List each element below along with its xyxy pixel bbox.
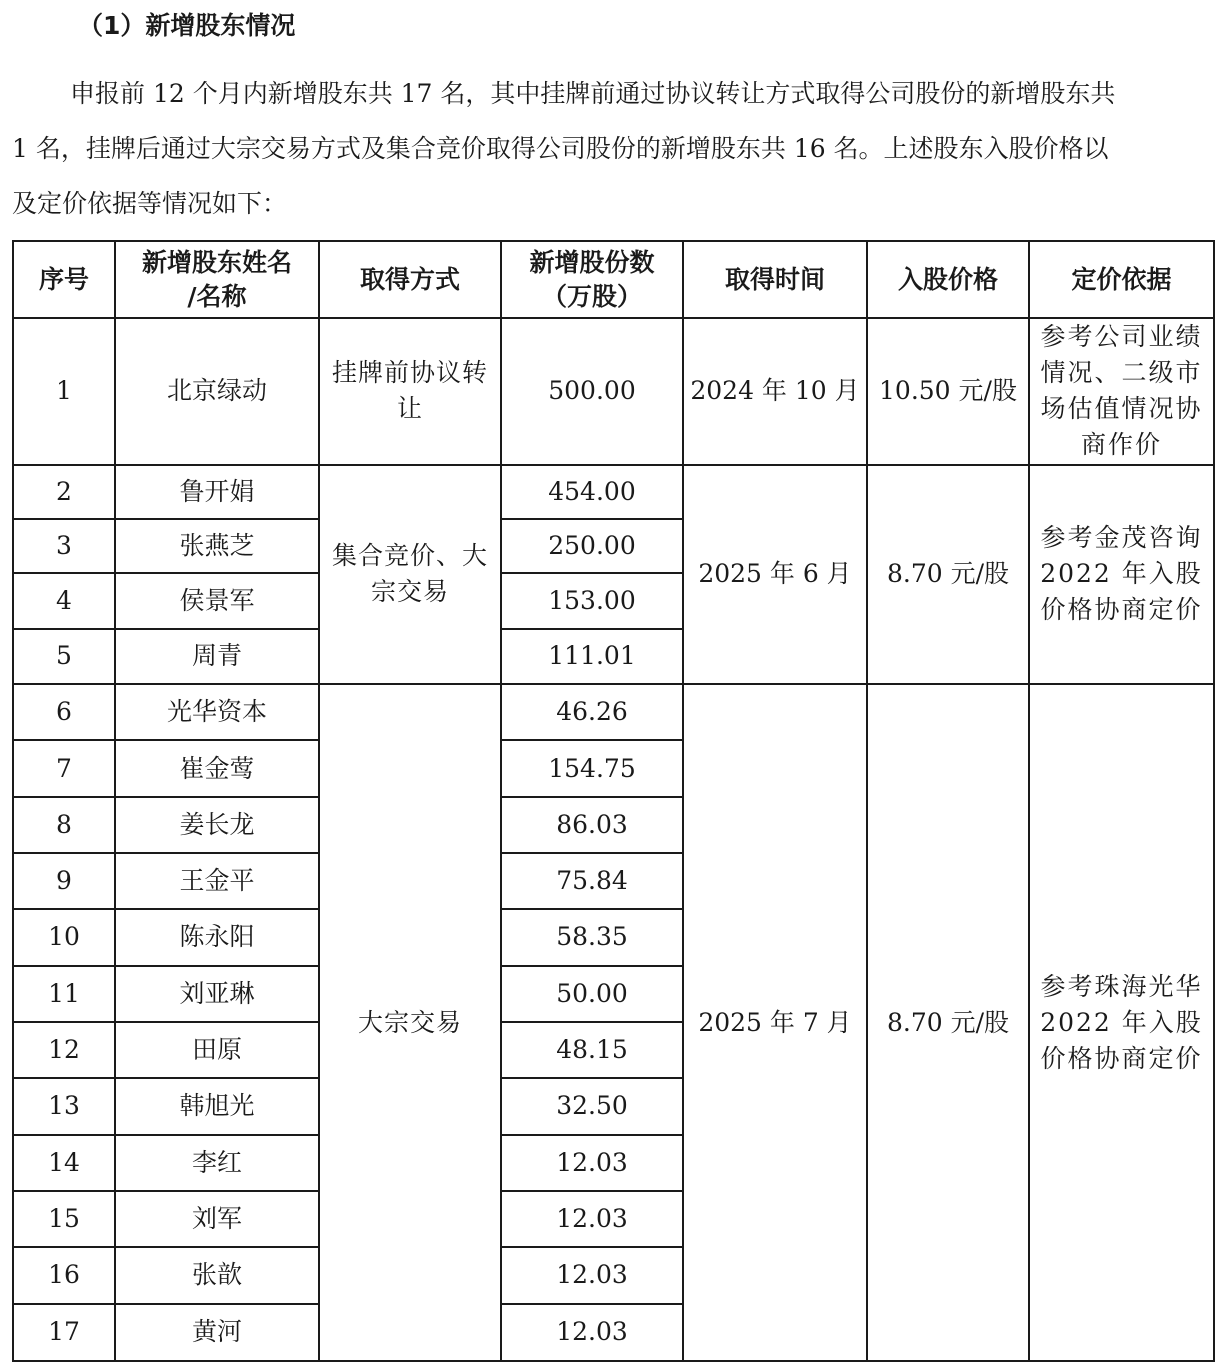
table-row xyxy=(13,318,1214,465)
cell-name: 韩旭光 xyxy=(115,1078,319,1134)
cell-seq: 2 xyxy=(13,465,115,519)
cell-shares: 50.00 xyxy=(501,966,683,1022)
cell-seq: 16 xyxy=(13,1247,115,1303)
table-row xyxy=(13,684,1214,740)
cell-shares: 48.15 xyxy=(501,1022,683,1078)
header-name-line-1: 新增股东姓名 xyxy=(141,247,292,277)
cell-shares: 250.00 xyxy=(501,519,683,573)
cell-shares: 12.03 xyxy=(501,1304,683,1362)
cell-seq: 8 xyxy=(13,797,115,853)
cell-price: 8.70 元/股 xyxy=(867,465,1029,684)
cell-name: 黄河 xyxy=(115,1304,319,1362)
cell-name: 张燕芝 xyxy=(115,519,319,573)
header-name xyxy=(115,241,319,318)
cell-shares: 12.03 xyxy=(501,1247,683,1303)
cell-price: 8.70 元/股 xyxy=(867,684,1029,1361)
cell-seq: 1 xyxy=(13,318,115,465)
header-name-line-2: /名称 xyxy=(187,281,247,311)
header-date: 取得时间 xyxy=(683,241,867,318)
cell-method: 挂牌前协议转让 xyxy=(319,318,501,465)
table-header-row xyxy=(13,241,1214,318)
cell-seq: 13 xyxy=(13,1078,115,1134)
cell-shares: 86.03 xyxy=(501,797,683,853)
new-shareholders-table xyxy=(12,240,1215,1362)
cell-shares: 500.00 xyxy=(501,318,683,465)
header-shares xyxy=(501,241,683,318)
cell-basis: 参考公司业绩情况、二级市场估值情况协商作价 xyxy=(1029,318,1214,465)
cell-shares: 12.03 xyxy=(501,1191,683,1247)
cell-date: 2024 年 10 月 xyxy=(683,318,867,465)
cell-name: 鲁开娟 xyxy=(115,465,319,519)
cell-method: 大宗交易 xyxy=(319,684,501,1361)
cell-seq: 4 xyxy=(13,573,115,628)
cell-date: 2025 年 7 月 xyxy=(683,684,867,1361)
cell-seq: 12 xyxy=(13,1022,115,1078)
cell-name: 北京绿动 xyxy=(115,318,319,465)
cell-basis: 参考金茂咨询 2022 年入股价格协商定价 xyxy=(1029,465,1214,684)
header-shares-line-1: 新增股份数 xyxy=(529,247,655,277)
cell-name: 侯景军 xyxy=(115,573,319,628)
cell-seq: 9 xyxy=(13,853,115,909)
cell-name: 周青 xyxy=(115,629,319,684)
intro-paragraph-line-3: 及定价依据等情况如下： xyxy=(12,189,288,218)
cell-shares: 46.26 xyxy=(501,684,683,740)
intro-paragraph-line-1: 申报前 12 个月内新增股东共 17 名，其中挂牌前通过协议转让方式取得公司股份的新增股东共 xyxy=(70,79,1116,108)
cell-date: 2025 年 6 月 xyxy=(683,465,867,684)
cell-name: 张歆 xyxy=(115,1247,319,1303)
header-price: 入股价格 xyxy=(867,241,1029,318)
cell-name: 田原 xyxy=(115,1022,319,1078)
cell-name: 光华资本 xyxy=(115,684,319,740)
cell-shares: 153.00 xyxy=(501,573,683,628)
header-shares-line-2: （万股） xyxy=(541,281,642,311)
section-heading: （1）新增股东情况 xyxy=(78,11,296,40)
cell-method: 集合竞价、大宗交易 xyxy=(319,465,501,684)
cell-name: 崔金莺 xyxy=(115,740,319,796)
cell-basis: 参考珠海光华 2022 年入股价格协商定价 xyxy=(1029,684,1214,1361)
cell-shares: 454.00 xyxy=(501,465,683,519)
cell-seq: 10 xyxy=(13,909,115,965)
header-seq: 序号 xyxy=(13,241,115,318)
cell-shares: 12.03 xyxy=(501,1135,683,1191)
cell-name: 陈永阳 xyxy=(115,909,319,965)
table-row xyxy=(13,465,1214,519)
cell-seq: 11 xyxy=(13,966,115,1022)
cell-seq: 5 xyxy=(13,629,115,684)
cell-name: 姜长龙 xyxy=(115,797,319,853)
cell-shares: 58.35 xyxy=(501,909,683,965)
cell-seq: 3 xyxy=(13,519,115,573)
cell-seq: 7 xyxy=(13,740,115,796)
cell-price: 10.50 元/股 xyxy=(867,318,1029,465)
cell-shares: 111.01 xyxy=(501,629,683,684)
header-method: 取得方式 xyxy=(319,241,501,318)
intro-paragraph-line-2: 1 名，挂牌后通过大宗交易方式及集合竞价取得公司股份的新增股东共 16 名。上述股东入股价格以 xyxy=(12,134,1109,163)
cell-name: 王金平 xyxy=(115,853,319,909)
cell-shares: 154.75 xyxy=(501,740,683,796)
cell-name: 李红 xyxy=(115,1135,319,1191)
cell-seq: 6 xyxy=(13,684,115,740)
cell-seq: 15 xyxy=(13,1191,115,1247)
cell-shares: 75.84 xyxy=(501,853,683,909)
cell-name: 刘军 xyxy=(115,1191,319,1247)
header-basis: 定价依据 xyxy=(1029,241,1214,318)
cell-seq: 17 xyxy=(13,1304,115,1362)
cell-seq: 14 xyxy=(13,1135,115,1191)
cell-name: 刘亚琳 xyxy=(115,966,319,1022)
cell-shares: 32.50 xyxy=(501,1078,683,1134)
